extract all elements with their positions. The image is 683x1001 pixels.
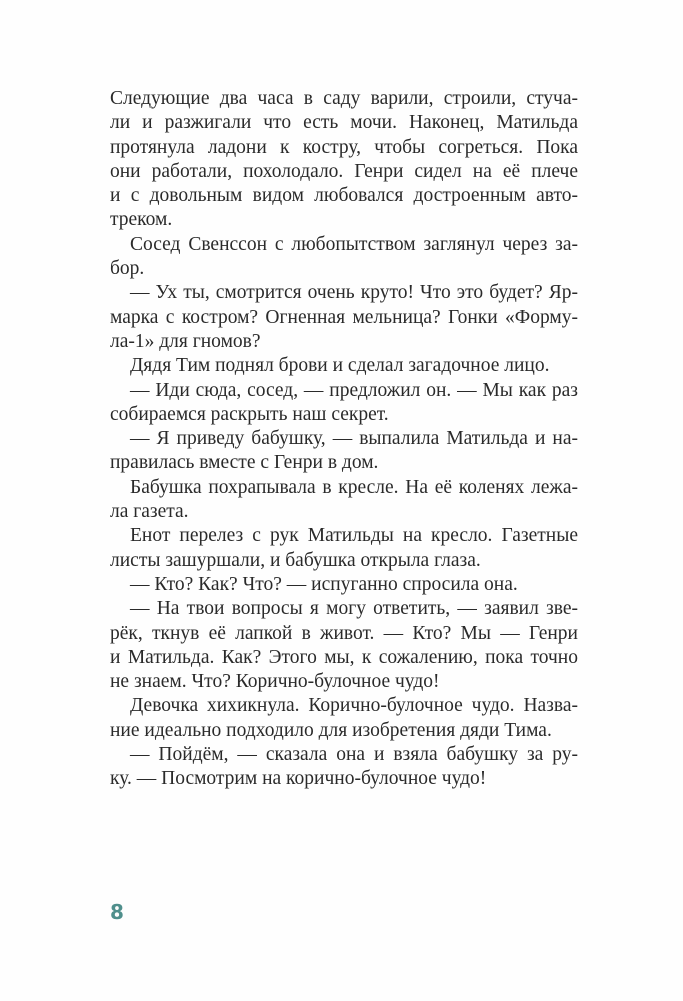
text-line: — Пойдём, — сказала она и взяла бабушку за ру-	[130, 744, 578, 766]
text-line: ла-1» для гномов?	[110, 330, 261, 352]
text-line: листы зашуршали, и бабушка открыла глаза.	[110, 549, 481, 571]
text-line: марка с костром? Огненная мельница? Гонки «Форму-	[110, 306, 578, 328]
text-line: — Ух ты, смотрится очень круто! Что это будет? Яр-	[130, 282, 578, 304]
text-line: треком.	[110, 209, 173, 231]
text-line: ку. — Посмотрим на корично-булочное чудо!	[110, 768, 487, 790]
text-line: ли и разжигали что есть мочи. Наконец, Матильда	[110, 112, 578, 134]
text-line: рёк, ткнув её лапкой в живот. — Кто? Мы — Генри	[110, 622, 578, 644]
paragraph	[110, 427, 578, 476]
paragraph	[110, 597, 578, 694]
paragraph	[110, 743, 578, 792]
text-line: Дядя Тим поднял брови и сделал загадочное лицо.	[130, 355, 550, 377]
text-line: бор.	[110, 258, 145, 280]
text-line: — Иди сюда, сосед, — предложил он. — Мы как раз	[130, 379, 578, 401]
text-line: Бабушка похрапывала в кресле. На её коленях лежа-	[130, 476, 578, 498]
paragraph	[110, 379, 578, 428]
paragraph	[110, 573, 578, 597]
paragraph	[110, 233, 578, 282]
text-line: протянула ладони к костру, чтобы согреться. Пока	[110, 136, 578, 158]
text-line: ла газета.	[110, 501, 189, 523]
paragraph	[110, 87, 578, 233]
text-line: — Я приведу бабушку, — выпалила Матильда и на-	[130, 428, 578, 450]
paragraph	[110, 281, 578, 354]
text-line: Девочка хихикнула. Корично-булочное чудо. Назва-	[130, 695, 578, 717]
text-line: не знаем. Что? Корично-булочное чудо!	[110, 671, 440, 693]
text-line: ние идеально подходило для изобретения дяди Тима.	[110, 719, 552, 741]
paragraph	[110, 476, 578, 525]
text-line: они работали, похолодало. Генри сидел на её плече	[110, 160, 578, 182]
text-line: Сосед Свенссон с любопытством заглянул через за-	[130, 233, 578, 255]
text-line: Енот перелез с рук Матильды на кресло. Газетные	[130, 525, 578, 547]
paragraph	[110, 694, 578, 743]
text-line: и с довольным видом любовался достроенным авто-	[110, 185, 578, 207]
page-number: 8	[110, 900, 124, 924]
text-line: Следующие два часа в саду варили, строили, стуча-	[110, 88, 578, 109]
text-line: собираемся раскрыть наш секрет.	[110, 403, 389, 425]
text-line: — На твои вопросы я могу ответить, — заявил зве-	[130, 598, 578, 620]
text-line: правилась вместе с Генри в дом.	[110, 452, 379, 474]
text-line: и Матильда. Как? Этого мы, к сожалению, пока точно	[110, 646, 578, 668]
paragraph	[110, 524, 578, 573]
body-text	[110, 87, 578, 792]
paragraph	[110, 354, 578, 378]
text-line: — Кто? Как? Что? — испуганно спросила она.	[130, 573, 518, 595]
